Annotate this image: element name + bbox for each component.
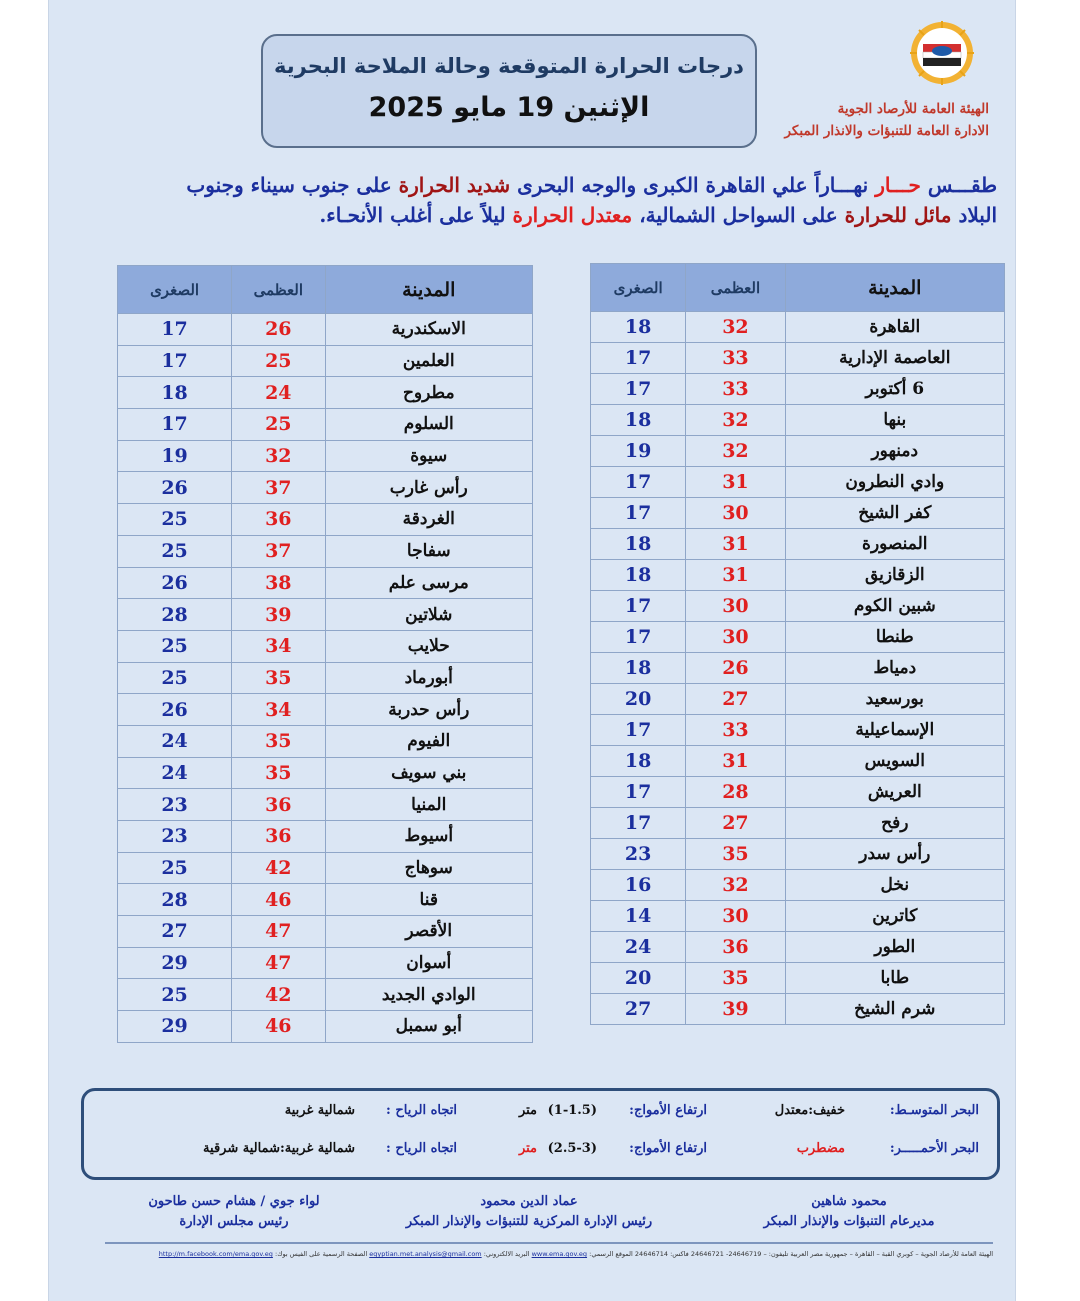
max-temp-cell: 31 (686, 467, 785, 498)
table-row (118, 345, 533, 377)
max-temp-cell: 27 (686, 684, 785, 715)
max-temp-cell: 31 (686, 746, 785, 777)
table-row (118, 599, 533, 631)
min-temp-cell: 19 (591, 436, 686, 467)
min-temp-cell: 25 (118, 662, 232, 694)
max-temp-cell: 39 (686, 994, 785, 1025)
summary-very-hot: شديد الحرارة (398, 173, 511, 197)
min-temp-cell: 29 (118, 947, 232, 979)
min-temp-cell: 25 (118, 852, 232, 884)
table-row (591, 622, 1005, 653)
bulletin-title: درجات الحرارة المتوقعة وحالة الملاحة البحرية (274, 54, 744, 78)
city-cell: السلوم (325, 409, 533, 441)
min-temp-cell: 29 (118, 1011, 232, 1043)
max-temp-cell: 26 (686, 653, 785, 684)
col-header-min: الصغرى (591, 264, 686, 312)
city-cell: رأس سدر (785, 839, 1004, 870)
table-row (591, 994, 1005, 1025)
max-temp-cell: 26 (232, 314, 325, 346)
summary-part: نهـــاراً علي القاهرة الكبرى والوجه البحرى (517, 173, 869, 197)
min-temp-cell: 26 (118, 472, 232, 504)
max-temp-cell: 36 (232, 821, 325, 853)
min-temp-cell: 17 (591, 777, 686, 808)
summary-part: على جنوب سيناء وجنوب البلاد (186, 173, 997, 227)
col-header-max: العظمى (232, 266, 325, 314)
max-temp-cell: 30 (686, 901, 785, 932)
min-temp-cell: 18 (118, 377, 232, 409)
table-row (591, 715, 1005, 746)
min-temp-cell: 17 (118, 409, 232, 441)
min-temp-cell: 25 (118, 979, 232, 1011)
max-temp-cell: 30 (686, 622, 785, 653)
col-header-city: المدينة (785, 264, 1004, 312)
max-temp-cell: 35 (232, 725, 325, 757)
summary-part: على السواحل الشمالية، (639, 203, 838, 227)
med-wind-value: شمالية غربية (284, 1103, 355, 1118)
min-temp-cell: 17 (591, 467, 686, 498)
col-header-max: العظمى (686, 264, 785, 312)
table-row (118, 377, 533, 409)
city-cell: العريش (785, 777, 1004, 808)
summary-part: ليلاً على أغلب الأنحـاء. (319, 203, 506, 227)
max-temp-cell: 37 (232, 472, 325, 504)
table-row (118, 409, 533, 441)
signature-name: لواء جوي / هشام حسن طاحون (148, 1194, 320, 1209)
city-cell: الطور (785, 932, 1004, 963)
table-row (591, 870, 1005, 901)
city-cell: الوادي الجديد (325, 979, 533, 1011)
temperature-table-right (590, 263, 1005, 1025)
city-cell: الزقازيق (785, 560, 1004, 591)
table-row (591, 653, 1005, 684)
min-temp-cell: 23 (591, 839, 686, 870)
max-temp-cell: 24 (232, 377, 325, 409)
max-temp-cell: 25 (232, 409, 325, 441)
min-temp-cell: 27 (591, 994, 686, 1025)
max-temp-cell: 30 (686, 498, 785, 529)
max-temp-cell: 39 (232, 599, 325, 631)
red-wave-unit: متر (518, 1141, 537, 1156)
med-state: خفيف:معتدل (774, 1103, 845, 1118)
med-wave-value: (1-1.5) (547, 1103, 597, 1118)
signature-name: محمود شاهين (811, 1194, 887, 1209)
max-temp-cell: 33 (686, 715, 785, 746)
signature-3 (119, 1192, 349, 1232)
city-cell: رأس حدربة (325, 694, 533, 726)
city-cell: المنيا (325, 789, 533, 821)
max-temp-cell: 28 (686, 777, 785, 808)
max-temp-cell: 35 (232, 757, 325, 789)
max-temp-cell: 38 (232, 567, 325, 599)
signature-title: مديرعام التنبؤات والإنذار المبكر (763, 1214, 935, 1229)
city-cell: الاسكندرية (325, 314, 533, 346)
max-temp-cell: 27 (686, 808, 785, 839)
table-row (118, 504, 533, 536)
signature-title: رئيس الإدارة المركزية للتنبؤات والإنذار المبكر (405, 1214, 653, 1229)
max-temp-cell: 34 (232, 630, 325, 662)
footer-divider (105, 1242, 993, 1244)
city-cell: الغردقة (325, 504, 533, 536)
max-temp-cell: 47 (232, 947, 325, 979)
table-row (591, 374, 1005, 405)
table-row (591, 932, 1005, 963)
min-temp-cell: 18 (591, 560, 686, 591)
col-header-min: الصغرى (118, 266, 232, 314)
city-cell: سفاجا (325, 535, 533, 567)
max-temp-cell: 36 (232, 789, 325, 821)
red-label: البحر الأحمـــــر: (889, 1141, 979, 1156)
min-temp-cell: 23 (118, 789, 232, 821)
max-temp-cell: 35 (686, 963, 785, 994)
table-row (118, 630, 533, 662)
table-row (118, 916, 533, 948)
min-temp-cell: 18 (591, 746, 686, 777)
city-cell: بورسعيد (785, 684, 1004, 715)
min-temp-cell: 28 (118, 884, 232, 916)
city-cell: الفيوم (325, 725, 533, 757)
city-cell: المنصورة (785, 529, 1004, 560)
table-row (118, 440, 533, 472)
table-row (118, 662, 533, 694)
footer-address: الهيئة العامة للأرصاد الجوية – كوبري القبة – القاهرة – جمهورية مصر العربية تليفون: – 24646719- 24646721 فاكس: 24646714 الموقع الرسمي: (589, 1250, 993, 1258)
city-cell: رأس غارب (325, 472, 533, 504)
city-cell: أسيوط (325, 821, 533, 853)
table-row (591, 591, 1005, 622)
table-row (591, 560, 1005, 591)
table-row (118, 314, 533, 346)
max-temp-cell: 35 (686, 839, 785, 870)
min-temp-cell: 26 (118, 694, 232, 726)
agency-name (749, 98, 989, 142)
footer-email-label: البريد الالكتروني: (483, 1250, 530, 1258)
min-temp-cell: 27 (118, 916, 232, 948)
city-cell: 6 أكتوبر (785, 374, 1004, 405)
weather-summary (149, 170, 997, 230)
red-wave-value: (2.5-3) (547, 1141, 597, 1156)
city-cell: شبين الكوم (785, 591, 1004, 622)
city-cell: دمياط (785, 653, 1004, 684)
table-row (118, 947, 533, 979)
city-cell: مطروح (325, 377, 533, 409)
max-temp-cell: 35 (232, 662, 325, 694)
bulletin-date: الإثنين 19 مايو 2025 (368, 92, 650, 123)
min-temp-cell: 17 (591, 808, 686, 839)
signature-2 (379, 1192, 679, 1232)
med-wind-label: اتجاه الرياح : (386, 1103, 457, 1118)
max-temp-cell: 32 (686, 870, 785, 901)
max-temp-cell: 34 (232, 694, 325, 726)
city-cell: طنطا (785, 622, 1004, 653)
city-cell: مرسى علم (325, 567, 533, 599)
table-row (591, 808, 1005, 839)
city-cell: القاهرة (785, 312, 1004, 343)
min-temp-cell: 14 (591, 901, 686, 932)
city-cell: أبورماد (325, 662, 533, 694)
red-wind-value: شمالية غربية:شمالية شرقية (203, 1141, 355, 1156)
max-temp-cell: 32 (686, 312, 785, 343)
table-row (118, 884, 533, 916)
max-temp-cell: 33 (686, 374, 785, 405)
min-temp-cell: 20 (591, 963, 686, 994)
city-cell: الأقصر (325, 916, 533, 948)
city-cell: شلاتين (325, 599, 533, 631)
table-row (591, 312, 1005, 343)
min-temp-cell: 24 (591, 932, 686, 963)
max-temp-cell: 25 (232, 345, 325, 377)
city-cell: كفر الشيخ (785, 498, 1004, 529)
footer-facebook-label: الصفحة الرسمية على الفيس بوك: (275, 1250, 368, 1258)
red-wind-label: اتجاه الرياح : (386, 1141, 457, 1156)
max-temp-cell: 31 (686, 560, 785, 591)
city-cell: قنا (325, 884, 533, 916)
min-temp-cell: 17 (591, 622, 686, 653)
max-temp-cell: 36 (686, 932, 785, 963)
med-wave-unit: متر (518, 1103, 537, 1118)
min-temp-cell: 26 (118, 567, 232, 599)
city-cell: دمنهور (785, 436, 1004, 467)
max-temp-cell: 31 (686, 529, 785, 560)
min-temp-cell: 17 (591, 715, 686, 746)
city-cell: العاصمة الإدارية (785, 343, 1004, 374)
max-temp-cell: 32 (232, 440, 325, 472)
table-row (591, 343, 1005, 374)
table-row (591, 467, 1005, 498)
min-temp-cell: 17 (118, 314, 232, 346)
max-temp-cell: 46 (232, 1011, 325, 1043)
min-temp-cell: 16 (591, 870, 686, 901)
table-row (118, 472, 533, 504)
min-temp-cell: 24 (118, 725, 232, 757)
max-temp-cell: 30 (686, 591, 785, 622)
col-header-city: المدينة (325, 266, 533, 314)
med-wave-label: ارتفاع الأمواج: (629, 1103, 707, 1118)
min-temp-cell: 18 (591, 312, 686, 343)
table-row (118, 725, 533, 757)
red-wave-label: ارتفاع الأمواج: (629, 1141, 707, 1156)
agency-line-2: الادارة العامة للتنبؤات والانذار المبكر (784, 123, 989, 139)
table-row (118, 535, 533, 567)
max-temp-cell: 32 (686, 436, 785, 467)
table-row (591, 498, 1005, 529)
max-temp-cell: 46 (232, 884, 325, 916)
city-cell: بني سويف (325, 757, 533, 789)
table-row (591, 963, 1005, 994)
footer-website-link[interactable]: www.ema.gov.eg (531, 1250, 588, 1258)
city-cell: أسوان (325, 947, 533, 979)
min-temp-cell: 17 (118, 345, 232, 377)
max-temp-cell: 47 (232, 916, 325, 948)
min-temp-cell: 17 (591, 591, 686, 622)
table-row (118, 694, 533, 726)
city-cell: أبو سمبل (325, 1011, 533, 1043)
city-cell: بنها (785, 405, 1004, 436)
min-temp-cell: 17 (591, 343, 686, 374)
min-temp-cell: 24 (118, 757, 232, 789)
city-cell: شرم الشيخ (785, 994, 1004, 1025)
title-box (261, 34, 757, 148)
city-cell: وادي النطرون (785, 467, 1004, 498)
city-cell: السويس (785, 746, 1004, 777)
table-row (118, 757, 533, 789)
mediterranean-row (84, 1103, 997, 1123)
min-temp-cell: 25 (118, 535, 232, 567)
city-cell: سيوة (325, 440, 533, 472)
min-temp-cell: 19 (118, 440, 232, 472)
min-temp-cell: 28 (118, 599, 232, 631)
table-row (591, 529, 1005, 560)
red-sea-row (84, 1141, 997, 1161)
table-row (118, 1011, 533, 1043)
bulletin-page (48, 0, 1016, 1301)
med-label: البحر المتوسـط: (889, 1103, 979, 1118)
summary-part: طقـــس (927, 173, 997, 197)
min-temp-cell: 18 (591, 405, 686, 436)
summary-hot: حـــار (875, 173, 921, 197)
table-row (118, 789, 533, 821)
city-cell: العلمين (325, 345, 533, 377)
footer (105, 1250, 993, 1258)
min-temp-cell: 18 (591, 653, 686, 684)
min-temp-cell: 25 (118, 630, 232, 662)
min-temp-cell: 25 (118, 504, 232, 536)
temperature-table-left (117, 265, 533, 1043)
table-row (118, 852, 533, 884)
table-row (591, 777, 1005, 808)
city-cell: سوهاج (325, 852, 533, 884)
ema-logo-icon (909, 20, 975, 86)
signature-name: عماد الدين محمود (480, 1194, 578, 1209)
max-temp-cell: 42 (232, 852, 325, 884)
max-temp-cell: 32 (686, 405, 785, 436)
max-temp-cell: 33 (686, 343, 785, 374)
max-temp-cell: 37 (232, 535, 325, 567)
agency-line-1: الهيئة العامة للأرصاد الجوية (837, 101, 989, 117)
table-row (118, 979, 533, 1011)
table-row (591, 901, 1005, 932)
table-row (591, 684, 1005, 715)
city-cell: طابا (785, 963, 1004, 994)
summary-moderate: معتدل الحرارة (512, 203, 633, 227)
max-temp-cell: 36 (232, 504, 325, 536)
max-temp-cell: 42 (232, 979, 325, 1011)
table-row (591, 746, 1005, 777)
min-temp-cell: 17 (591, 374, 686, 405)
city-cell: حلايب (325, 630, 533, 662)
min-temp-cell: 18 (591, 529, 686, 560)
city-cell: الإسماعيلية (785, 715, 1004, 746)
min-temp-cell: 20 (591, 684, 686, 715)
min-temp-cell: 17 (591, 498, 686, 529)
min-temp-cell: 23 (118, 821, 232, 853)
signature-title: رئيس مجلس الإدارة (179, 1214, 289, 1229)
table-row (591, 405, 1005, 436)
table-row (591, 839, 1005, 870)
red-state: مضطرب (796, 1141, 845, 1156)
city-cell: رفح (785, 808, 1004, 839)
table-row (118, 821, 533, 853)
city-cell: كاترين (785, 901, 1004, 932)
footer-email-link[interactable]: egyptian.met.analysis@gmail.com (369, 1250, 482, 1258)
city-cell: نخل (785, 870, 1004, 901)
summary-warm: مائل للحرارة (844, 203, 952, 227)
table-row (591, 436, 1005, 467)
table-row (118, 567, 533, 599)
signature-1 (739, 1192, 959, 1232)
footer-facebook-link[interactable]: http://m.facebook.com/ema.gov.eg (158, 1250, 273, 1258)
sea-conditions-box (81, 1088, 1000, 1180)
